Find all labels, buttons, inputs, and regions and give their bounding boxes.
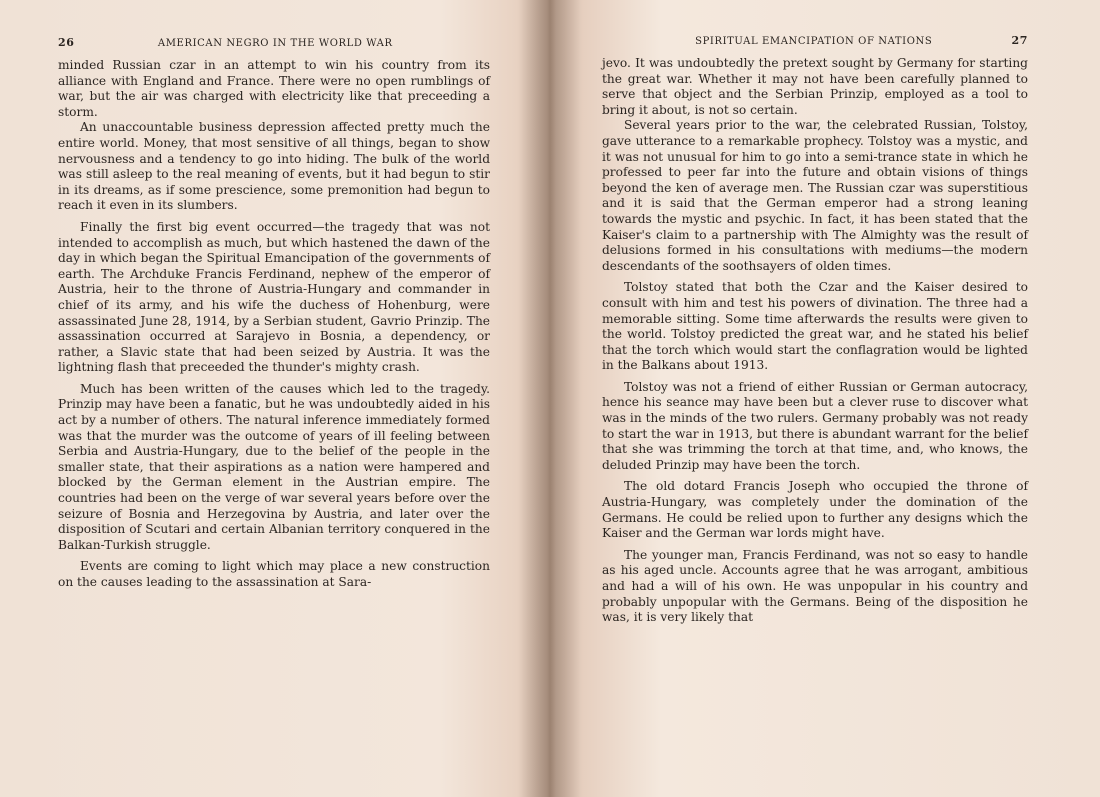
left-paragraph-5: Events are coming to light which may place a new construction on the causes leading to the assassination at Sara- [58, 559, 490, 589]
left-paragraph-4: Much has been written of the causes which led to the tragedy. Prinzip may have been a fanatic, but he was undoubtedly aided in his act by a number of others. The natural inference immediately formed was that the murder was the outcome of years of ill feeling between Serbia and Austria-Hungary, due to the belief of the people in the smaller state, that their aspirations as a nation were hampered and blocked by the German element in the Austrian empire. The countries had been on the verge of war several years before over the seizure of Bosnia and Herzegovina by Austria, and later over the disposition of Scutari and certain Albanian territory conquered in the Balkan-Turkish struggle. [58, 381, 490, 552]
right-paragraph-1: jevo. It was undoubtedly the pretext sought by Germany for starting the great war. Whether it may not have been carefully planned to serve that object and the Serbian Prinzip, employed as a tool to bring it about, is not so certain. [602, 56, 1028, 117]
left-paragraph-2: An unaccountable business depression affected pretty much the entire world. Money, that most sensitive of all things, began to show nervousness and a tendency to go into hiding. The bulk of the world was still asleep to the real meaning of events, but it had begun to stir in its dreams, as if some prescience, some premonition had begun to reach it even in its slumbers. [58, 120, 490, 213]
right-page-number: 27 [1011, 34, 1028, 47]
left-paragraph-3: Finally the first big event occurred—the tragedy that was not intended to accomplish as much, but which hastened the dawn of the day in which began the Spiritual Emancipation of the governments of earth. The Archduke Francis Ferdinand, nephew of the emperor of Austria, heir to the throne of Austria-Hungary and commander in chief of its army, and his wife the duchess of Hohenburg, were assassinated June 28, 1914, by a Serbian student, Gavrio Prinzip. The assassination occurred at Sarajevo in Bosnia, a dependency, or rather, a Slavic state that had been seized by Austria. It was the lightning flash that preceeded the thunder's mighty crash. [58, 219, 490, 375]
right-page-text [602, 56, 1028, 626]
right-running-title: SPIRITUAL EMANCIPATION OF NATIONS [695, 36, 933, 47]
right-paragraph-4: Tolstoy was not a friend of either Russian or German autocracy, hence his seance may have been but a clever ruse to discover what was in the minds of the two rulers. Germany probably was not ready to start the war in 1913, but there is abundant warrant for the belief that she was trimming the torch at that time, and, who knows, the deluded Prinzip may have been the torch. [602, 379, 1028, 472]
right-page [550, 0, 1100, 797]
left-running-title: AMERICAN NEGRO IN THE WORLD WAR [157, 38, 393, 49]
left-page-text [58, 58, 490, 591]
right-paragraph-3: Tolstoy stated that both the Czar and the Kaiser desired to consult with him and test his powers of divination. The three had a memorable sitting. Some time afterwards the results were given to the world. Tolstoy predicted the great war, and he stated his belief that the torch which would start the conflagration would be lighted in the Balkans about 1913. [602, 280, 1028, 373]
right-running-head [602, 34, 1028, 56]
left-running-head [58, 36, 490, 58]
left-page-number: 26 [58, 36, 75, 49]
right-paragraph-2: Several years prior to the war, the celebrated Russian, Tolstoy, gave utterance to a remarkable prophecy. Tolstoy was a mystic, and it was not unusual for him to go into a semi-trance state in which he professed to peer far into the future and obtain visions of things beyond the ken of average men. The Russian czar was superstitious and it is said that the German emperor had a strong leaning towards the mystic and psychic. In fact, it has been stated that the Kaiser's claim to a partnership with The Almighty was the result of delusions formed in his consultations with mediums—the modern descendants of the soothsayers of olden times. [602, 118, 1028, 273]
left-paragraph-1: minded Russian czar in an attempt to win his country from its alliance with England and France. There were no open rumblings of war, but the air was charged with electricity like that preceeding a storm. [58, 58, 490, 119]
right-paragraph-5: The old dotard Francis Joseph who occupied the throne of Austria-Hungary, was completely under the domination of the Germans. He could be relied upon to further any designs which the Kaiser and the German war lords might have. [602, 479, 1028, 541]
right-paragraph-6: The younger man, Francis Ferdinand, was not so easy to handle as his aged uncle. Accounts agree that he was arrogant, ambitious and had a will of his own. He was unpopular in his country and probably unpopular with the Germans. Being of the disposition he was, it is very likely that [602, 547, 1028, 625]
